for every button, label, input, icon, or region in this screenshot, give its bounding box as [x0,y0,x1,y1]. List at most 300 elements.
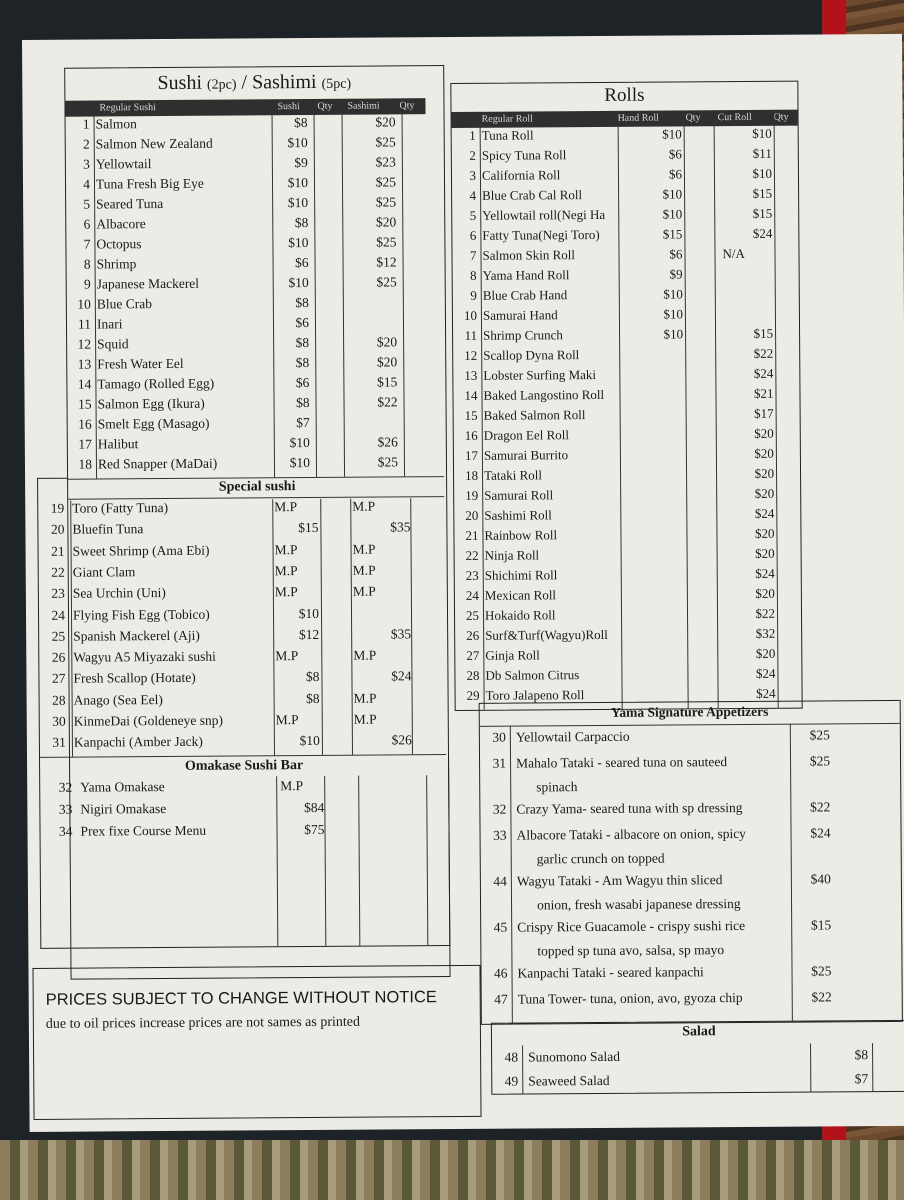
sashimi-price: M.P [353,647,377,663]
item-name: Hokaido Roll [484,607,556,623]
cut-roll-price: $21 [753,385,774,401]
item-name: Tuna Fresh Big Eye [95,175,204,192]
item-number: 5 [83,196,91,212]
item-name: Dragon Eel Roll [483,427,570,443]
cut-roll-price: $24 [753,365,774,381]
item-name: Samurai Roll [484,487,554,503]
omakase-list [40,777,448,839]
hand-roll-price: $10 [662,186,683,202]
sushi-price: $10 [299,733,320,749]
divider [480,723,900,727]
sushi-price: $8 [295,335,310,351]
sushi-price: M.P [275,712,299,728]
item-number: 25 [51,628,66,644]
menu-item-row [68,454,444,477]
menu-item-row [38,498,444,521]
item-number: 1 [82,116,90,132]
menu-item-row [67,374,443,397]
sushi-price: $15 [298,520,319,536]
item-number: 22 [51,564,65,580]
item-number: 23 [51,585,65,601]
item-name: Fresh Water Eel [97,355,184,372]
item-number: 25 [465,607,480,623]
sashimi-price: $22 [377,394,398,410]
cut-roll-price: $15 [752,185,773,201]
menu-item-row [39,583,445,606]
omakase-price: M.P [280,778,304,794]
item-number: 17 [464,447,478,463]
item-number: 12 [464,347,478,363]
item-number: 10 [463,307,477,323]
item-name: Crazy Yama- seared tuna with sp dressing [516,799,743,817]
hand-roll-price: $9 [669,266,683,282]
appetizer-price: $25 [811,963,832,979]
item-name: Tataki Roll [483,467,543,483]
item-name: Halibut [97,436,139,452]
item-number: 32 [58,779,73,795]
cut-roll-price: $10 [752,125,772,141]
item-number: 18 [464,467,479,483]
menu-item-row [66,174,442,197]
sushi-price: $8 [306,690,320,706]
item-number: 49 [504,1073,519,1089]
sushi-price: M.P [274,499,298,515]
item-name: Tuna Tower- tuna, onion, avo, gyoza chip [517,989,743,1007]
menu-item-row [68,414,444,437]
item-name: Mexican Roll [484,587,557,603]
item-name: Spicy Tuna Roll [481,147,567,163]
sushi-price: $6 [295,375,310,391]
item-name: Surf&Turf(Wagyu)Roll [485,626,608,643]
sashimi-price: $24 [391,668,412,684]
sashimi-price: M.P [352,498,376,514]
menu-item-row [66,234,442,257]
item-number: 17 [78,436,92,452]
appetizer-price: $22 [810,799,831,815]
special-sushi-title: Special sushi [218,479,296,495]
item-name: Yellowtail [95,156,152,172]
item-name: Blue Crab Cal Roll [482,187,583,203]
item-number: 47 [494,991,508,1007]
item-name: Squid [97,336,129,352]
appetizer-price: $25 [809,727,830,743]
cut-roll-price: $32 [755,625,776,641]
item-name: Tuna Roll [481,127,534,143]
sashimi-price: M.P [352,562,376,578]
item-number: 7 [83,236,91,252]
sashimi-price: $25 [376,234,397,250]
menu-item-row [492,1047,904,1070]
item-number: 16 [464,427,478,443]
item-number: 7 [469,247,477,263]
item-number: 8 [83,256,91,272]
appetizer-price: $15 [810,917,832,933]
sushi-price: $7 [296,415,310,431]
item-number: 4 [83,176,91,192]
hand-roll-price: $10 [663,306,683,322]
menu-item-row [67,394,443,417]
sushi-price: $6 [295,315,310,331]
item-number: 20 [50,522,65,538]
sashimi-price: M.P [352,541,376,557]
menu-item-row [39,541,445,564]
item-name: Shichimi Roll [484,567,558,583]
item-name: Baked Langostino Roll [483,386,605,403]
item-name: Tamago (Rolled Egg) [97,375,215,392]
item-number: 32 [492,801,507,817]
menu-item-row [67,254,443,277]
appetizer-panel [479,700,903,1025]
item-number: 46 [493,965,508,981]
menu-item-row [67,314,443,337]
item-number: 11 [77,316,92,332]
hand-roll-price: $6 [668,166,683,182]
item-name: Rainbow Roll [484,527,558,543]
item-name: Smelt Egg (Masago) [97,415,210,432]
item-name: Db Salmon Citrus [485,667,580,683]
sushi-column-header: Regular Sushi Sushi Qty Sashimi Qty [65,98,425,117]
item-number: 30 [492,729,506,745]
sashimi-price: $12 [376,254,397,270]
menu-item-row [492,1071,904,1094]
item-number: 44 [493,873,507,889]
menu-item-row [40,799,448,822]
item-number: 34 [58,823,73,839]
item-number: 48 [504,1049,519,1065]
appetizer-row [481,917,901,966]
item-name: Red Snapper (MaDai) [97,455,218,472]
sushi-price: $8 [294,215,309,231]
item-number: 22 [465,547,479,563]
sushi-price: $8 [305,669,320,685]
hand-roll-price: $10 [663,326,684,342]
menu-item-row [66,214,442,237]
sushi-price: M.P [274,584,298,600]
item-name: Baked Salmon Roll [483,407,586,423]
item-name: Spanish Mackerel (Aji) [73,627,200,644]
menu-item-row [39,605,445,628]
sashimi-price: $23 [375,154,396,170]
item-description: garlic crunch on topped [536,850,665,867]
sushi-price: $10 [288,235,309,251]
item-name: KinmeDai (Goldeneye snp) [73,712,224,729]
item-number: 4 [469,187,477,203]
menu-item-row [40,821,448,844]
sushi-title: Sushi (2pc) / Sashimi (5pc) [157,70,352,95]
item-name: Sunomono Salad [528,1048,621,1065]
appetizer-row [481,871,901,920]
cut-roll-price: N/A [722,245,745,262]
item-number: 11 [464,327,478,343]
item-number: 27 [466,647,480,663]
item-number: 20 [465,507,479,523]
appetizer-price: $24 [810,825,831,841]
item-name: Giant Clam [72,564,136,580]
menu-item-row [40,732,446,755]
omakase-panel [39,755,450,949]
item-number: 23 [465,567,479,583]
item-number: 6 [469,227,477,243]
item-number: 24 [51,607,66,623]
rolls-panel [450,81,802,711]
sashimi-price: $35 [390,626,412,642]
menu-item-row [67,294,443,317]
cut-roll-price: $22 [753,345,774,361]
sushi-price: $10 [288,275,309,291]
cut-roll-price: $20 [754,525,775,541]
item-name: Shrimp Crunch [483,327,563,343]
cut-roll-price: $10 [752,165,773,181]
item-number: 33 [493,827,507,843]
item-number: 33 [58,801,73,817]
item-number: 14 [77,376,92,392]
hand-roll-price: $6 [668,146,682,162]
cut-roll-price: $20 [755,645,776,661]
item-number: 18 [78,456,93,472]
item-name: Blue Crab Hand [482,287,568,303]
item-name: Albacore [96,216,146,232]
item-name: Yellowtail roll(Negi Ha [482,206,606,223]
menu-item-row [67,354,443,377]
sushi-price: $10 [287,175,309,191]
appetizer-row [480,727,900,756]
item-name: Toro Jalapeno Roll [485,687,585,703]
appetizer-row [481,825,901,874]
cut-roll-price: $20 [754,465,775,481]
cut-roll-price: $20 [754,425,774,441]
cut-roll-price: $24 [752,225,773,241]
item-number: 28 [466,667,480,683]
menu-item-row [40,777,448,800]
item-description: spinach [536,779,578,795]
sashimi-price: $20 [376,334,398,350]
item-name: Japanese Mackerel [96,275,200,292]
item-name: Salmon Egg (Ikura) [97,395,205,412]
hand-roll-price: $10 [662,126,682,142]
item-name: Flying Fish Egg (Tobico) [72,606,210,623]
item-name: Octopus [96,236,142,252]
sushi-price: M.P [274,541,298,557]
item-name: Samurai Burrito [483,447,569,463]
item-name: Lobster Surfing Maki [483,367,597,383]
item-number: 1 [469,127,476,143]
item-number: 3 [469,167,477,183]
item-description: topped sp tuna avo, salsa, sp mayo [537,942,725,959]
item-number: 16 [78,416,92,432]
sushi-price: M.P [275,648,299,664]
item-number: 26 [51,649,66,665]
cut-roll-price: $15 [752,205,773,221]
item-name: Anago (Sea Eel) [73,691,163,708]
cut-roll-price: $17 [754,405,774,421]
omakase-title: Omakase Sushi Bar [184,758,304,774]
item-number: 29 [466,687,480,703]
item-name: Salmon Skin Roll [482,247,576,263]
menu-item-row [67,334,443,357]
salad-price: $8 [854,1047,869,1063]
rolls-title: Rolls [604,84,645,106]
item-number: 45 [493,919,508,935]
item-number: 6 [83,216,91,232]
item-number: 30 [52,713,66,729]
item-number: 28 [52,692,66,708]
item-name: Sweet Shrimp (Ama Ebi) [72,542,210,559]
cut-roll-price: $22 [755,605,776,621]
item-number: 21 [51,543,65,559]
item-number: 8 [470,267,477,283]
item-number: 2 [82,136,90,152]
item-name: Bluefin Tuna [72,521,144,537]
sushi-price: $10 [289,435,310,451]
item-number: 24 [465,587,479,603]
item-number: 21 [465,527,479,543]
item-number: 9 [83,276,91,292]
cut-roll-price: $20 [755,585,775,601]
item-name: Salmon [95,116,137,132]
item-name: Blue Crab [96,296,153,312]
menu-item-row [39,626,445,649]
item-name: Ninja Roll [484,547,540,563]
salad-list [492,1043,904,1089]
price-notice-detail: due to oil prices increase prices are not sames as printed [45,1014,361,1032]
salad-price: $7 [854,1071,869,1087]
item-number: 31 [492,755,507,771]
item-description: onion, fresh wasabi japanese dressing [536,896,741,913]
item-name: Wagyu Tataki - Am Wagyu thin sliced [516,872,723,889]
sushi-price: M.P [274,562,298,579]
sashimi-price: M.P [353,690,377,706]
sashimi-price: $25 [377,454,399,470]
sushi-price: $12 [298,626,320,642]
item-name: Inari [96,316,123,332]
item-name: Kanpachi Tataki - seared kanpachi [517,964,704,981]
sushi-price: $10 [298,605,320,621]
sashimi-price: $15 [377,374,398,390]
sushi-price: $10 [289,455,311,471]
left-outer-border [37,478,70,759]
item-number: 15 [464,407,478,423]
item-name: Seared Tuna [96,196,164,212]
hand-roll-price: $10 [662,206,683,222]
item-name: Toro (Fatty Tuna) [72,499,169,516]
item-number: 3 [83,156,90,172]
menu-item-row [67,274,443,297]
sashimi-price: $26 [377,434,398,450]
sashimi-price: $26 [391,732,412,748]
item-number: 5 [469,207,477,223]
item-number: 14 [464,387,478,403]
menu-item-row [66,154,442,177]
regular-sushi-list [66,114,445,479]
cut-roll-price: $11 [752,145,772,161]
cut-roll-price: $20 [755,545,775,561]
menu-item-row [40,690,446,713]
item-number: 10 [77,296,91,312]
sashimi-price: M.P [353,711,377,727]
item-name: Fresh Scallop (Hotate) [73,670,196,687]
cut-roll-price: $24 [756,685,776,701]
menu-item-row [68,434,444,457]
item-name: California Roll [481,167,561,183]
appetizer-row [480,753,900,802]
item-name: Seaweed Salad [528,1072,610,1089]
appetizer-price: $22 [811,989,832,1005]
item-name: Sashimi Roll [484,507,552,523]
omakase-price: $75 [304,821,325,838]
special-sushi-list [38,498,446,757]
menu-sheet [22,34,904,1132]
menu-item-row [66,194,442,217]
sushi-price: $8 [295,355,310,371]
sushi-price: $9 [294,155,308,171]
item-name: Samurai Hand [482,307,558,323]
sashimi-price: M.P [352,583,376,599]
item-name: Ginja Roll [485,647,540,663]
item-number: 15 [77,396,92,412]
item-number: 19 [50,500,65,516]
omakase-price: $84 [304,799,325,816]
menu-item-row [39,562,445,585]
sashimi-price: $20 [376,354,398,370]
price-notice: PRICES SUBJECT TO CHANGE WITHOUT NOTICE [45,988,437,1009]
menu-item-row [66,134,442,157]
hand-roll-price: $15 [662,226,683,242]
item-name: Fatty Tuna(Negi Toro) [482,226,600,243]
sashimi-price: $25 [376,274,397,290]
sashimi-price: $20 [375,214,397,230]
menu-item-row [40,711,446,734]
item-number: 9 [470,287,477,303]
appetizer-price: $25 [809,753,831,769]
table-cloth [0,1140,904,1200]
appetizer-price: $40 [810,871,831,887]
notice-box [32,965,481,1120]
item-number: 26 [466,627,480,643]
item-name: Scallop Dyna Roll [483,347,580,363]
item-number: 13 [464,367,478,383]
item-number: 31 [52,735,66,751]
menu-item-row [38,519,444,542]
cut-roll-price: $20 [754,445,774,461]
item-number: 13 [77,356,92,372]
appetizer-row [482,989,902,1018]
sashimi-price: $20 [375,114,396,130]
sushi-price: $6 [295,255,309,271]
item-name: Prex fixe Course Menu [80,822,207,839]
item-name: Crispy Rice Guacamole - crispy sushi rice [517,917,746,935]
item-name: Kanpachi (Amber Jack) [73,734,203,750]
sashimi-price: $35 [390,519,411,535]
sushi-price: $8 [295,295,309,311]
cut-roll-price: $20 [754,485,775,501]
cut-roll-price: $24 [755,565,775,581]
menu-item-row [66,114,442,137]
salad-panel [491,1020,904,1095]
salad-title: Salad [682,1024,716,1040]
sushi-price: $8 [294,115,308,131]
item-name: Nigiri Omakase [80,801,167,817]
item-name: Shrimp [96,256,137,272]
appetizer-row [481,963,901,992]
appetizer-title: Yama Signature Appetizers [611,703,769,720]
rolls-column-header: Regular Roll Hand Roll Qty Cut Roll Qty [452,110,798,128]
item-name: Mahalo Tataki - seared tuna on sauteed [516,754,728,771]
item-name: Wagyu A5 Miyazaki sushi [73,648,216,665]
menu-item-row [39,647,445,670]
sashimi-price: $25 [375,134,396,150]
sushi-price: $10 [287,135,308,151]
hand-roll-price: $10 [663,286,683,302]
